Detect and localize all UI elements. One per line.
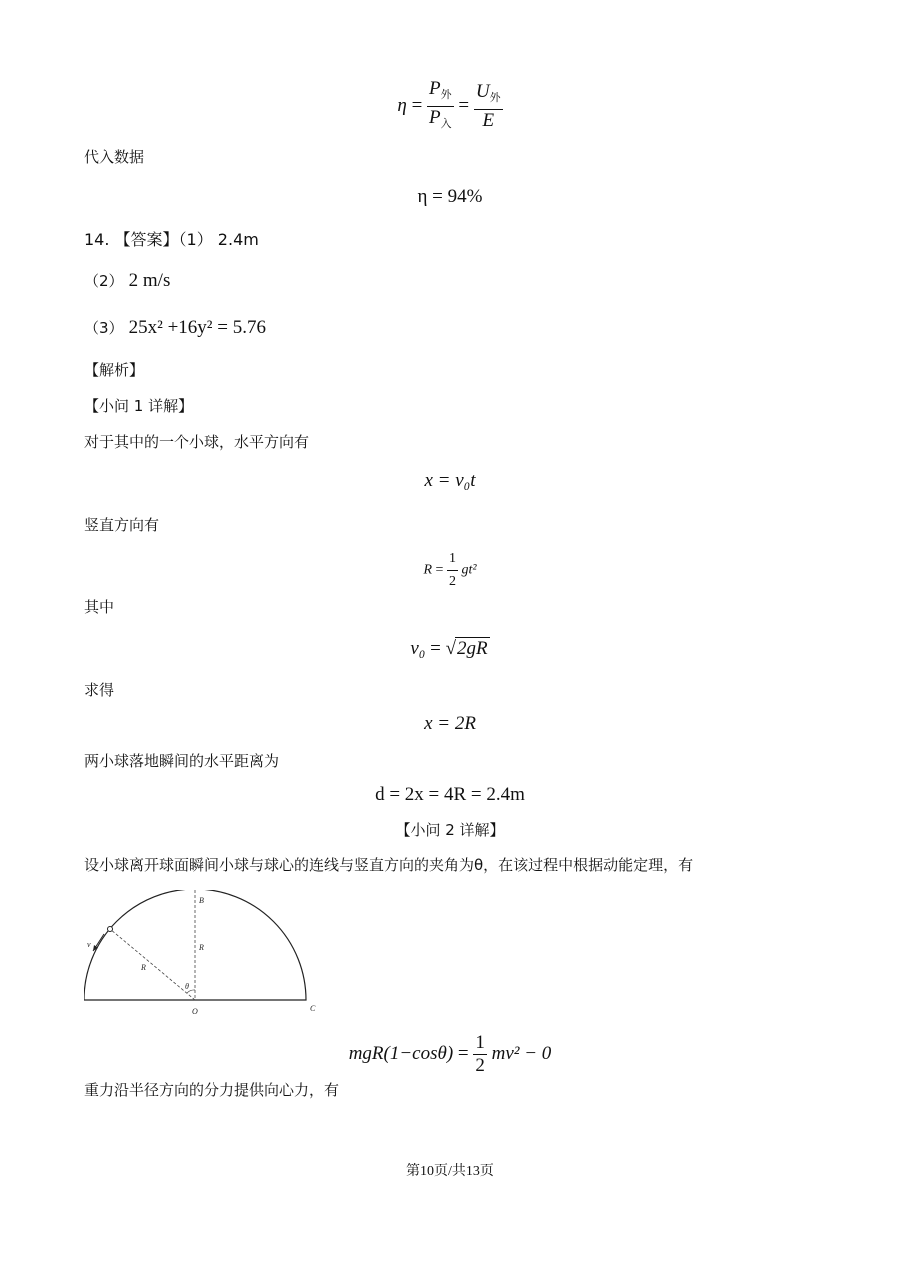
question-14-answer-2 — [84, 270, 170, 292]
label-R-slant: R — [141, 963, 146, 972]
equation-x-v0t: x = v₀t — [424, 470, 476, 491]
label-R-vertical: R — [199, 943, 204, 952]
equation-v0: v₀ = √2gR — [410, 638, 488, 659]
text-result: 求得 — [84, 681, 115, 699]
question-14-answer-1: 14. 【答案】（1） 2.4m — [84, 230, 259, 249]
text-where: 其中 — [84, 598, 115, 616]
label-v: v — [87, 940, 91, 949]
text-horizontal-direction: 对于其中的一个小球，水平方向有 — [84, 433, 310, 451]
text-substitute-data: 代入数据 — [84, 148, 145, 166]
answer-3-value: 25x² +16y² = 5.76 — [128, 317, 266, 338]
text-centripetal-force: 重力沿半径方向的分力提供向心力，有 — [84, 1081, 340, 1099]
equation-R-half-gt2: R = $\frac{1}{2}$ gt² — [0, 548, 900, 593]
ball-radius-line — [110, 929, 195, 1000]
section-subquestion-2: 【小问 2 详解】 — [395, 821, 505, 839]
answer-3-label: （3） — [84, 319, 124, 337]
answer-2-label: （2） — [84, 272, 124, 290]
ball-marker — [108, 927, 113, 932]
section-subquestion-1: 【小问 1 详解】 — [84, 397, 194, 415]
question-14-answer-3 — [84, 317, 266, 339]
text-angle-setup: 设小球离开球面瞬间小球与球心的连线与竖直方向的夹角为θ，在该过程中根据动能定理，有 — [84, 856, 694, 874]
equation-distance: d = 2x = 4R = 2.4m — [375, 784, 525, 805]
label-B: B — [199, 896, 204, 905]
equation-efficiency-value: η = 94% — [417, 186, 483, 207]
label-C: C — [310, 1004, 316, 1013]
label-theta: θ — [185, 982, 189, 991]
page-footer: 第10页/共13页 — [406, 1164, 494, 1179]
label-O: O — [192, 1007, 198, 1016]
answer-2-value: 2 m/s — [128, 270, 171, 291]
section-analysis: 【解析】 — [84, 361, 145, 379]
equation-efficiency-definition: η = $\frac{P_外}{P_入}$ = $\frac{U_外}{E}$ — [397, 78, 501, 131]
text-horizontal-distance: 两小球落地瞬间的水平距离为 — [84, 752, 280, 770]
equation-x-2R: x = 2R — [424, 713, 476, 734]
text-vertical-direction: 竖直方向有 — [84, 516, 160, 534]
semicircle-diagram — [84, 890, 324, 1020]
equation-energy-theorem: mgR(1−cosθ) = $\frac{1}{2}$ mv² − 0 — [348, 1032, 552, 1076]
